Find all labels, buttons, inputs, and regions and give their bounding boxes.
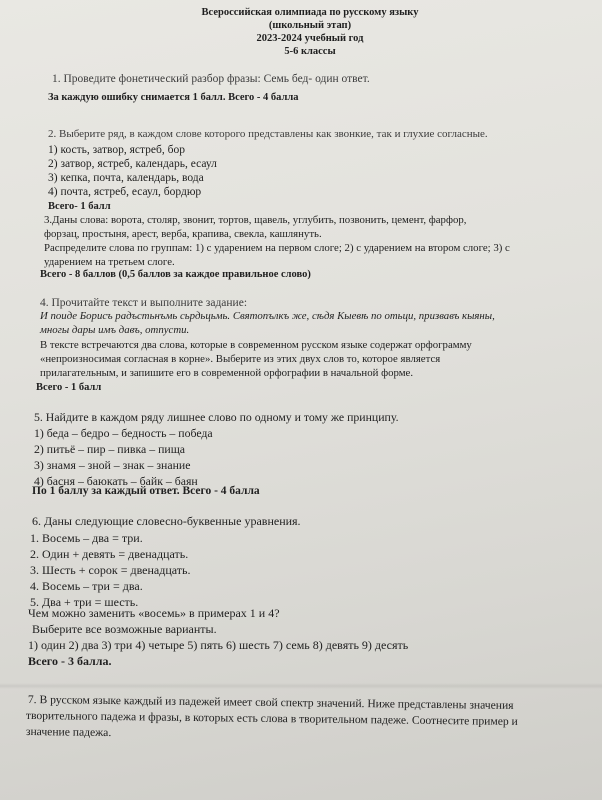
task2-option-4: 4) почта, ястреб, есаул, бордюр [48,186,202,198]
task4-text: 4. Прочитайте текст и выполните задание: [40,297,248,309]
task7-line-3: значение падежа. [25,725,112,740]
task5-text: 5. Найдите в каждом ряду лишнее слово по одному и тому же принципу. [34,410,399,424]
task4-quote-2: многы дары имъ давъ, отпусти. [40,324,190,336]
task5-option-2: 2) питьё – пир – пивка – пища [34,442,186,456]
task3-line-3: Распределите слова по группам: 1) с ударением на первом слоге; 2) с ударением на втором слоге; 3) с [44,242,510,254]
page-fold [0,683,602,689]
task6-question: Чем можно заменить «восемь» в примерах 1 и 4? [28,606,280,620]
task7-line-2: творительного падежа и фразы, в которых есть слова в творительном падеже. Соотнесите пример и [25,709,518,729]
task6-equation-5: 5. Два + три = шесть. [30,595,139,609]
task1-text: 1. Проведите фонетический разбор фразы: Семь бед- один ответ. [52,73,370,85]
task6-equation-3: 3. Шесть + сорок = двенадцать. [30,563,191,577]
task5-score: По 1 баллу за каждый ответ. Всего - 4 балла [32,485,260,497]
school-year: 2023-2024 учебный год [256,33,364,44]
grade-label: 5-6 классы [284,46,336,57]
task4-body-3: прилагательным, и запишите его в современной орфографии в начальной форме. [40,367,414,379]
task5-option-1: 1) беда – бедро – бедность – победа [34,426,213,440]
task2-option-3: 3) кепка, почта, календарь, вода [48,172,204,184]
task4-score: Всего - 1 балл [36,382,102,393]
task4-body-1: В тексте встречаются два слова, которые в современном русском языке содержат орфограмму [40,339,472,351]
stage-label: (школьный этап) [268,20,352,31]
task6-equation-1: 1. Восемь – два = три. [30,531,143,545]
task4-body-2: «непроизносимая согласная в корне». Выберите из этих двух слов то, которое является [40,353,441,365]
task6-score: Всего - 3 балла. [28,654,112,668]
task1-score: За каждую ошибку снимается 1 балл. Всего - 4 балла [48,92,299,103]
task5-option-3: 3) знамя – зной – знак – знание [34,458,191,472]
task6-equation-2: 2. Один + девять = двенадцать. [30,547,189,561]
task3-score: Всего - 8 баллов (0,5 баллов за каждое правильное слово) [40,269,311,280]
task2-score: Всего- 1 балл [48,201,111,212]
task2-text: 2. Выберите ряд, в каждом слове которого представлены как звонкие, так и глухие согласные. [48,128,488,140]
task4-quote-1: И поиде Борисъ радъстьнъмь сьрдьцьмь. Святопълкъ же, сѣдя Кыевѣ по отьци, призвавъ кыяны, [40,310,495,322]
task7-line-1: 7. В русском языке каждый из падежей имеет свой спектр значений. Ниже представлены значения [27,693,514,712]
task6-text: 6. Даны следующие словесно-буквенные уравнения. [32,514,301,528]
document-header [150,6,470,58]
task5-option-4: 4) басня – баюкать – байк – баян [34,474,198,488]
task6-instruction: Выберите все возможные варианты. [32,622,217,636]
task3-line-4: ударением на третьем слоге. [44,256,175,268]
task3-line-2: форзац, простыня, арест, верба, крапива, свекла, кашлянуть. [44,228,322,240]
task6-variants: 1) один 2) два 3) три 4) четыре 5) пять 6) шесть 7) семь 8) девять 9) десять [28,638,409,652]
task2-option-2: 2) затвор, ястреб, календарь, есаул [48,158,217,170]
task6-equation-4: 4. Восемь – три = два. [30,579,143,593]
task3-line-1: 3.Даны слова: ворота, столяр, звонит, тортов, щавель, углубить, позвонить, цемент, фарфор, [44,214,467,226]
olympiad-title: Всероссийская олимпиада по русскому языку [201,7,419,18]
task2-option-1: 1) кость, затвор, ястреб, бор [48,144,185,156]
